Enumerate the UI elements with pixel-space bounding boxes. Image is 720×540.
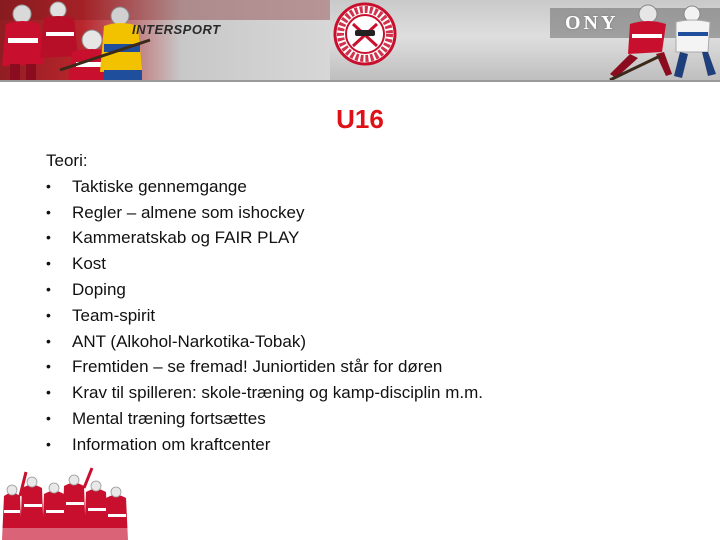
list-item-text: Team-spirit bbox=[72, 305, 156, 325]
banner-divider bbox=[0, 80, 720, 82]
list-item bbox=[46, 277, 686, 303]
hockey-players-image-left bbox=[0, 0, 330, 82]
list-item-text: Regler – almene som ishockey bbox=[72, 202, 305, 222]
sponsor-ony: ONY bbox=[565, 12, 619, 34]
list-item-text: ANT (Alkohol-Narkotika-Tobak) bbox=[72, 331, 306, 351]
list-item-text: Mental træning fortsættes bbox=[72, 408, 266, 428]
sponsor-intersport: INTERSPORT bbox=[132, 22, 221, 37]
dansk-ishockey-union-logo bbox=[333, 2, 397, 66]
bullet-icon: • bbox=[46, 177, 51, 194]
list-item bbox=[46, 225, 686, 251]
list-item bbox=[46, 432, 686, 458]
list-item bbox=[46, 406, 686, 432]
section-heading: Teori: bbox=[46, 151, 88, 170]
list-item-text: Krav til spilleren: skole-træning og kamp-disciplin m.m. bbox=[72, 383, 483, 403]
bullet-icon: • bbox=[46, 358, 51, 375]
bullet-icon: • bbox=[46, 280, 51, 297]
bullet-icon: • bbox=[46, 384, 51, 401]
list-item bbox=[46, 200, 686, 226]
bullet-icon: • bbox=[46, 255, 51, 272]
list-item bbox=[46, 251, 686, 277]
list-item-text: Doping bbox=[72, 279, 126, 299]
bullet-icon: • bbox=[46, 203, 51, 220]
list-item-text: Kost bbox=[72, 254, 107, 274]
list-item bbox=[46, 329, 686, 355]
team-celebration-photo bbox=[0, 466, 130, 540]
slide-content bbox=[46, 148, 686, 458]
bullet-icon: • bbox=[46, 409, 51, 426]
bullet-icon: • bbox=[46, 306, 51, 323]
bullet-icon: • bbox=[46, 332, 51, 349]
list-item-text: Fremtiden – se fremad! Juniortiden står for døren bbox=[72, 357, 443, 377]
topic-list bbox=[46, 174, 686, 458]
list-item-text: Kammeratskab og FAIR PLAY bbox=[72, 228, 300, 248]
list-item bbox=[46, 174, 686, 200]
list-item-text: Taktiske gennemgange bbox=[72, 176, 247, 196]
list-item bbox=[46, 303, 686, 329]
slide-title bbox=[0, 104, 720, 135]
header-banner bbox=[0, 0, 720, 82]
slide-title-text: U16 bbox=[336, 104, 384, 134]
bullet-icon: • bbox=[46, 229, 51, 246]
list-item-text: Information om kraftcenter bbox=[72, 434, 271, 454]
list-item bbox=[46, 354, 686, 380]
list-item bbox=[46, 380, 686, 406]
bullet-icon: • bbox=[46, 435, 51, 452]
